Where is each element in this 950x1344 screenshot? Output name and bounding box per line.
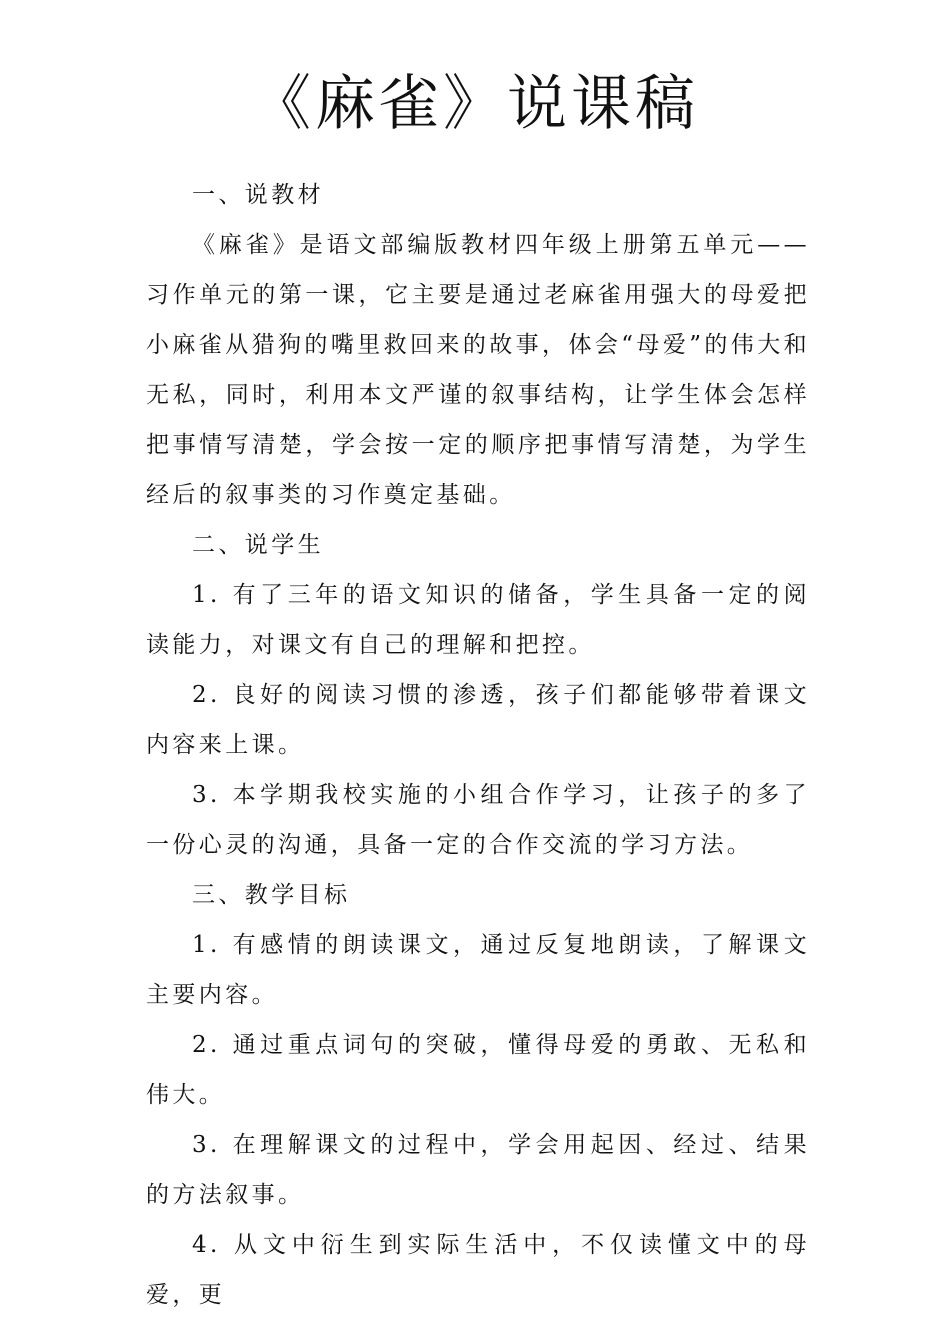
section-heading-teaching-goals: 三、教学目标 [192, 882, 351, 908]
document-title: 《麻雀》说课稿 [251, 69, 699, 139]
section-heading-students: 二、说学生 [192, 532, 324, 558]
student-point-2: 2. 良好的阅读习惯的渗透，孩子们都能够带着课文内容来上课。 [146, 682, 810, 758]
goal-point-2: 2. 通过重点词句的突破，懂得母爱的勇敢、无私和伟大。 [146, 1032, 810, 1108]
student-point-3: 3. 本学期我校实施的小组合作学习，让孩子的多了一份心灵的沟通，具备一定的合作交流的学习方法。 [146, 782, 810, 858]
section-heading-teaching-material: 一、说教材 [192, 182, 324, 208]
student-point-1: 1. 有了三年的语文知识的储备，学生具备一定的阅读能力，对课文有自己的理解和把控。 [146, 582, 810, 658]
goal-point-1: 1. 有感情的朗读课文，通过反复地朗读，了解课文主要内容。 [146, 932, 810, 1008]
paragraph-material-description: 《麻雀》是语文部编版教材四年级上册第五单元——习作单元的第一课，它主要是通过老麻雀用强大的母爱把小麻雀从猎狗的嘴里救回来的故事，体会“母爱”的伟大和无私，同时，利用本文严谨的叙事结构，让学生体会怎样把事情写清楚，学会按一定的顺序把事情写清楚，为学生经后的叙事类的习作奠定基础。 [146, 232, 810, 508]
goal-point-3: 3. 在理解课文的过程中，学会用起因、经过、结果的方法叙事。 [146, 1132, 810, 1208]
document-body [146, 170, 810, 1320]
goal-point-4: 4. 从文中衍生到实际生活中，不仅读懂文中的母爱，更 [146, 1232, 810, 1308]
